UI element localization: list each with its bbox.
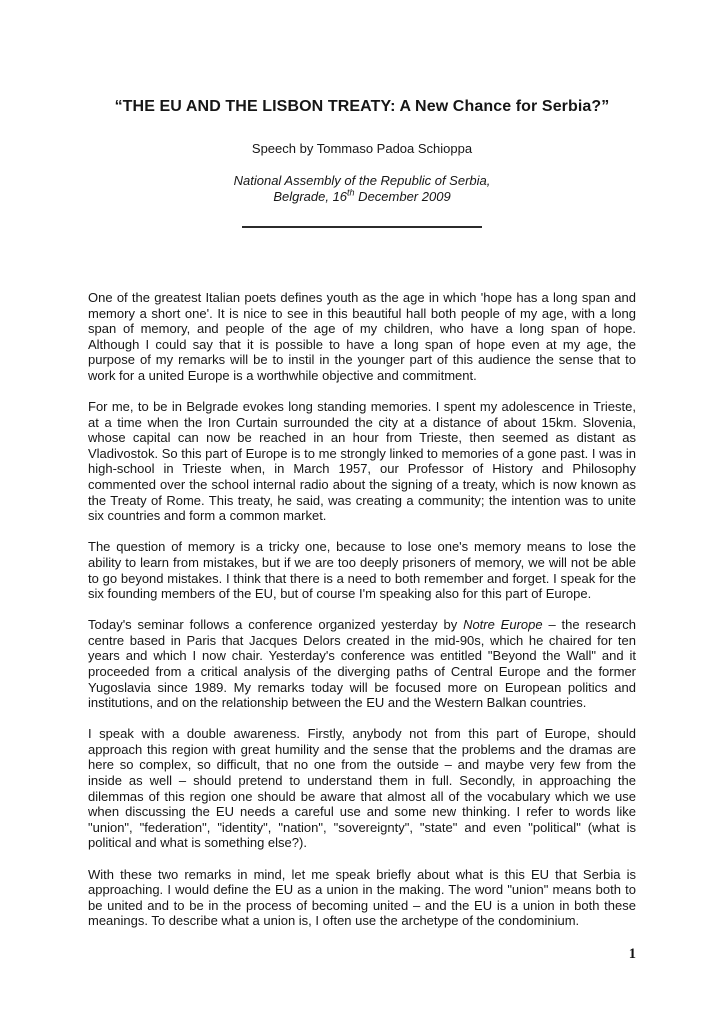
italic-text-run: Notre Europe — [463, 617, 543, 633]
paragraph — [88, 399, 636, 524]
text-run: One of the greatest Italian poets defines youth as the age in which 'hope has a long span and memory a short one'. It is nice to see in this beautiful hall both people of my age, with a long span of memory, and people of the age of my children, who have a long span of hope. Although I could say that it is possible to have a long span of hope even at my age, the purpose of my remarks will be to instil in the younger part of this audience the sense that to work for a united Europe is a worthwhile objective and commitment. — [88, 290, 636, 383]
text-run: With these two remarks in mind, let me speak briefly about what is this EU that Serbia is approaching. I would define the EU as a union in the making. The word "union" means both to be united and to be in the process of becoming united – and the EU is a union in both these meanings. To describe what a union is, I often use the archetype of the condominium. — [88, 866, 636, 929]
text-run: The question of memory is a tricky one, because to lose one's memory means to lose the ability to learn from mistakes, but if we are too deeply prisoners of memory, we will not be able to go beyond mistakes. I think that there is a need to both remember and forget. I speak for the six founding members of the EU, but of course I'm speaking also for this part of Europe. — [88, 539, 636, 602]
speaker-line: Speech by Tommaso Padoa Schioppa — [251, 141, 473, 156]
text-run: Today's seminar follows a conference organized yesterday by — [88, 617, 464, 633]
text-run: – the research centre based in Paris that Jacques Delors created in the mid-90s, which he chaired for ten years and which I now chair. Yesterday's conference was entitled "Beyond the Wall" and it proceeded from a critical analysis of the diverging paths of Central Europe and the former Yugoslavia since 1989. My remarks today will be focused more on European politics and institutions, and on the relationship between the EU and the Western Balkan countries. — [88, 617, 636, 711]
paragraphs — [88, 290, 636, 929]
paragraph — [88, 867, 636, 929]
page-number: 1 — [628, 946, 636, 962]
venue-line-1: National Assembly of the Republic of Serbia, — [233, 173, 491, 188]
paragraph — [88, 290, 636, 384]
text-run: I speak with a double awareness. Firstly, anybody not from this part of Europe, should approach this region with great humility and the sense that the problems and the dramas are here so complex, so difficult, that no one from the outside – and maybe very few from the inside as well – should pretend to understand them in full. Secondly, in approaching the dilemmas of this region one should be aware that almost all of the vocabulary which we use when discussing the EU needs a careful use and some new thinking. I refer to words like "union", "federation", "identity", "nation", "sovereignty", "state" and even "political" (what is political and what is something else?). — [88, 726, 636, 851]
venue-date-post: December 2009 — [354, 189, 451, 204]
document-title: “THE EU AND THE LISBON TREATY: A New Chance for Serbia?” — [114, 98, 610, 115]
venue-line-2 — [88, 189, 636, 205]
venue-block — [88, 173, 636, 205]
title-divider — [242, 226, 482, 228]
venue-date-pre: Belgrade, 16 — [273, 189, 348, 204]
paragraph — [88, 617, 636, 711]
text-run: For me, to be in Belgrade evokes long standing memories. I spent my adolescence in Trieste, at a time when the Iron Curtain surrounded the city at a distance of about 15km. Slovenia, whose capital can now be reached in an hour from Trieste, then seemed as distant as Vladivostok. So this part of Europe is to me strongly linked to memories of a gone past. I was in high-school in Trieste when, in March 1957, our Professor of History and Philosophy commented over the school internal radio about the signing of a treaty, which is now known as the Treaty of Rome. This treaty, he said, was creating a community; the intention was to unite six countries and form a common market. — [88, 399, 636, 524]
paragraph — [88, 539, 636, 601]
venue-date-ordinal: th — [347, 187, 355, 198]
paragraph — [88, 726, 636, 851]
